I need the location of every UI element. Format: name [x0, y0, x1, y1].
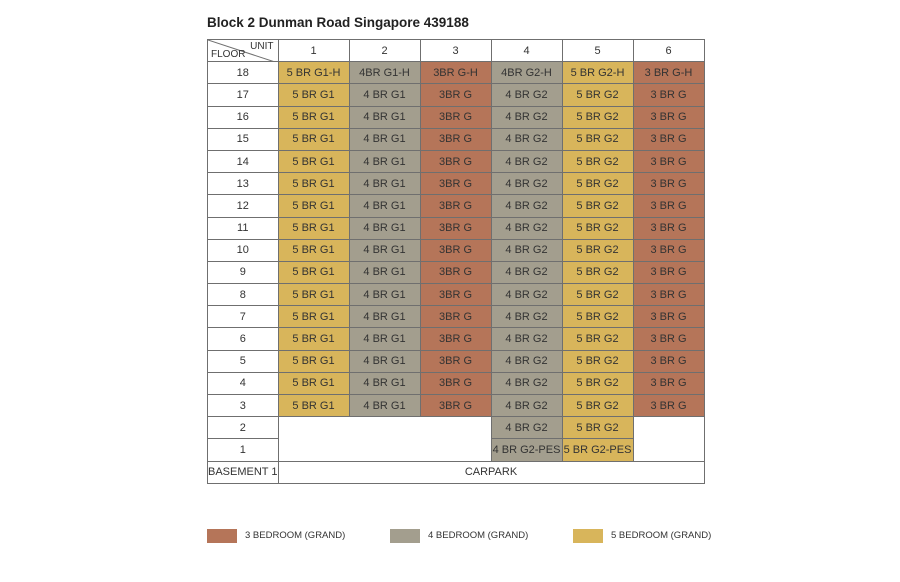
floor-number: 3	[208, 395, 279, 417]
unit-cell: 5 BR G2	[562, 284, 633, 306]
unit-cell: 4 BR G2	[491, 261, 562, 283]
carpark-cell: CARPARK	[278, 461, 704, 483]
unit-cell: 3BR G	[420, 84, 491, 106]
empty-cell	[420, 439, 491, 461]
empty-cell	[420, 417, 491, 439]
legend-label-5br: 5 BEDROOM (GRAND)	[611, 530, 712, 541]
unit-cell: 4 BR G2	[491, 306, 562, 328]
unit-cell: 5 BR G1	[278, 128, 349, 150]
unit-cell: 3 BR G	[633, 128, 704, 150]
floor-row	[208, 173, 705, 195]
unit-cell: 4 BR G1	[349, 350, 420, 372]
unit-cell: 4 BR G2	[491, 372, 562, 394]
unit-cell: 3BR G	[420, 150, 491, 172]
unit-cell: 4 BR G2	[491, 417, 562, 439]
unit-cell: 5 BR G1	[278, 328, 349, 350]
unit-cell: 5 BR G1	[278, 261, 349, 283]
unit-cell: 4 BR G2	[491, 217, 562, 239]
header-row	[208, 40, 705, 62]
unit-cell: 3 BR G	[633, 173, 704, 195]
unit-cell: 4 BR G1	[349, 217, 420, 239]
floor-row	[208, 239, 705, 261]
floor-row	[208, 306, 705, 328]
empty-cell	[278, 439, 349, 461]
unit-cell: 4 BR G1	[349, 261, 420, 283]
floor-row	[208, 395, 705, 417]
floor-row	[208, 106, 705, 128]
unit-cell: 5 BR G1	[278, 350, 349, 372]
empty-cell	[349, 439, 420, 461]
unit-cell: 5 BR G2	[562, 128, 633, 150]
floor-number: 12	[208, 195, 279, 217]
unit-cell: 5 BR G2	[562, 239, 633, 261]
unit-cell: 4 BR G2	[491, 284, 562, 306]
floor-number: 2	[208, 417, 279, 439]
unit-cell: 5 BR G2	[562, 106, 633, 128]
floor-row	[208, 217, 705, 239]
unit-cell: 5 BR G1	[278, 195, 349, 217]
unit-cell: 4 BR G1	[349, 106, 420, 128]
floor-number: 14	[208, 150, 279, 172]
floor-number: 10	[208, 239, 279, 261]
basement-label: BASEMENT 1	[208, 461, 279, 483]
unit-cell: 4 BR G2	[491, 328, 562, 350]
unit-cell: 4 BR G2	[491, 84, 562, 106]
unit-cell: 3 BR G	[633, 261, 704, 283]
unit-cell: 3BR G	[420, 306, 491, 328]
unit-axis-label: UNIT	[250, 41, 274, 52]
unit-header-1: 1	[278, 40, 349, 62]
unit-cell: 5 BR G2	[562, 195, 633, 217]
corner-header-cell	[208, 40, 279, 62]
page-title: Block 2 Dunman Road Singapore 439188	[207, 15, 469, 30]
unit-cell: 3BR G	[420, 372, 491, 394]
unit-cell: 3 BR G	[633, 106, 704, 128]
empty-cell	[633, 439, 704, 461]
unit-cell: 3BR G-H	[420, 62, 491, 84]
floor-rows	[208, 62, 705, 461]
floor-row	[208, 261, 705, 283]
unit-cell: 3 BR G	[633, 84, 704, 106]
floor-number: 18	[208, 62, 279, 84]
unit-cell: 4 BR G2	[491, 395, 562, 417]
empty-cell	[349, 417, 420, 439]
unit-cell: 5 BR G1	[278, 306, 349, 328]
unit-cell: 4 BR G1	[349, 328, 420, 350]
unit-cell: 4 BR G1	[349, 284, 420, 306]
unit-cell: 5 BR G2	[562, 150, 633, 172]
unit-cell: 5 BR G1	[278, 217, 349, 239]
unit-cell: 4 BR G2	[491, 195, 562, 217]
legend-swatch-4br	[390, 529, 420, 543]
floor-row	[208, 372, 705, 394]
unit-cell: 4BR G1-H	[349, 62, 420, 84]
floor-row	[208, 62, 705, 84]
floor-number: 7	[208, 306, 279, 328]
basement-row	[208, 461, 705, 483]
unit-cell: 5 BR G1	[278, 84, 349, 106]
unit-cell: 4 BR G2	[491, 173, 562, 195]
legend-swatch-5br	[573, 529, 603, 543]
unit-cell: 4 BR G1	[349, 306, 420, 328]
unit-cell: 3 BR G	[633, 328, 704, 350]
unit-cell: 3BR G	[420, 106, 491, 128]
floor-number: 17	[208, 84, 279, 106]
floor-number: 9	[208, 261, 279, 283]
legend-item-5br	[573, 528, 711, 543]
unit-cell: 4 BR G1	[349, 128, 420, 150]
floor-number: 13	[208, 173, 279, 195]
unit-cell: 3 BR G	[633, 239, 704, 261]
unit-cell: 4 BR G2	[491, 128, 562, 150]
floor-row	[208, 350, 705, 372]
floor-axis-label: FLOOR	[211, 49, 246, 61]
empty-cell	[633, 417, 704, 439]
unit-cell: 3BR G	[420, 128, 491, 150]
unit-cell: 3 BR G	[633, 372, 704, 394]
unit-cell: 5 BR G2	[562, 306, 633, 328]
floor-row	[208, 439, 705, 461]
unit-cell: 3 BR G	[633, 284, 704, 306]
unit-cell: 3 BR G	[633, 395, 704, 417]
unit-cell: 3BR G	[420, 284, 491, 306]
empty-cell	[278, 417, 349, 439]
floor-number: 5	[208, 350, 279, 372]
legend-item-4br	[390, 528, 528, 543]
unit-cell: 3BR G	[420, 395, 491, 417]
unit-cell: 5 BR G2	[562, 350, 633, 372]
unit-cell: 5 BR G2	[562, 417, 633, 439]
unit-header-6: 6	[633, 40, 704, 62]
unit-cell: 5 BR G1	[278, 150, 349, 172]
unit-cell: 3 BR G	[633, 150, 704, 172]
unit-cell: 4 BR G1	[349, 84, 420, 106]
floor-number: 16	[208, 106, 279, 128]
floor-row	[208, 328, 705, 350]
unit-cell: 5 BR G1	[278, 395, 349, 417]
unit-cell: 3BR G	[420, 239, 491, 261]
unit-cell: 3 BR G	[633, 217, 704, 239]
unit-cell: 5 BR G2	[562, 84, 633, 106]
unit-cell: 4 BR G1	[349, 239, 420, 261]
unit-cell: 4 BR G1	[349, 195, 420, 217]
legend-swatch-3br	[207, 529, 237, 543]
unit-cell: 4 BR G2	[491, 350, 562, 372]
unit-cell: 5 BR G2-PES	[562, 439, 633, 461]
unit-cell: 5 BR G1	[278, 372, 349, 394]
unit-cell: 4 BR G1	[349, 395, 420, 417]
unit-stack-table	[207, 39, 705, 484]
unit-cell: 4 BR G1	[349, 173, 420, 195]
floor-row	[208, 128, 705, 150]
unit-cell: 5 BR G2-H	[562, 62, 633, 84]
unit-cell: 5 BR G1	[278, 173, 349, 195]
unit-cell: 4 BR G1	[349, 372, 420, 394]
unit-cell: 3BR G	[420, 261, 491, 283]
unit-cell: 3 BR G	[633, 306, 704, 328]
floor-row	[208, 195, 705, 217]
unit-cell: 5 BR G2	[562, 173, 633, 195]
unit-cell: 5 BR G2	[562, 395, 633, 417]
unit-header-2: 2	[349, 40, 420, 62]
unit-cell: 3 BR G	[633, 350, 704, 372]
unit-header-4: 4	[491, 40, 562, 62]
unit-cell: 4BR G2-H	[491, 62, 562, 84]
unit-cell: 5 BR G1	[278, 284, 349, 306]
floor-row	[208, 150, 705, 172]
unit-cell: 5 BR G1-H	[278, 62, 349, 84]
floor-number: 8	[208, 284, 279, 306]
unit-cell: 4 BR G1	[349, 150, 420, 172]
unit-cell: 5 BR G2	[562, 372, 633, 394]
unit-cell: 3BR G	[420, 350, 491, 372]
unit-cell: 3BR G	[420, 328, 491, 350]
unit-cell: 5 BR G2	[562, 217, 633, 239]
floor-number: 6	[208, 328, 279, 350]
floor-number: 1	[208, 439, 279, 461]
unit-cell: 4 BR G2-PES	[491, 439, 562, 461]
floor-number: 15	[208, 128, 279, 150]
unit-cell: 5 BR G2	[562, 261, 633, 283]
floor-number: 4	[208, 372, 279, 394]
unit-header-3: 3	[420, 40, 491, 62]
legend-label-4br: 4 BEDROOM (GRAND)	[428, 530, 529, 541]
unit-cell: 4 BR G2	[491, 239, 562, 261]
legend-item-3br	[207, 528, 345, 543]
unit-cell: 5 BR G1	[278, 239, 349, 261]
unit-cell: 5 BR G1	[278, 106, 349, 128]
unit-cell: 3BR G	[420, 195, 491, 217]
floor-row	[208, 417, 705, 439]
unit-cell: 4 BR G2	[491, 150, 562, 172]
unit-cell: 5 BR G2	[562, 328, 633, 350]
unit-cell: 3 BR G	[633, 195, 704, 217]
floor-row	[208, 84, 705, 106]
legend-label-3br: 3 BEDROOM (GRAND)	[245, 530, 346, 541]
unit-cell: 3BR G	[420, 217, 491, 239]
unit-cell: 3BR G	[420, 173, 491, 195]
floor-number: 11	[208, 217, 279, 239]
unit-cell: 3 BR G-H	[633, 62, 704, 84]
floor-row	[208, 284, 705, 306]
unit-cell: 4 BR G2	[491, 106, 562, 128]
unit-header-5: 5	[562, 40, 633, 62]
